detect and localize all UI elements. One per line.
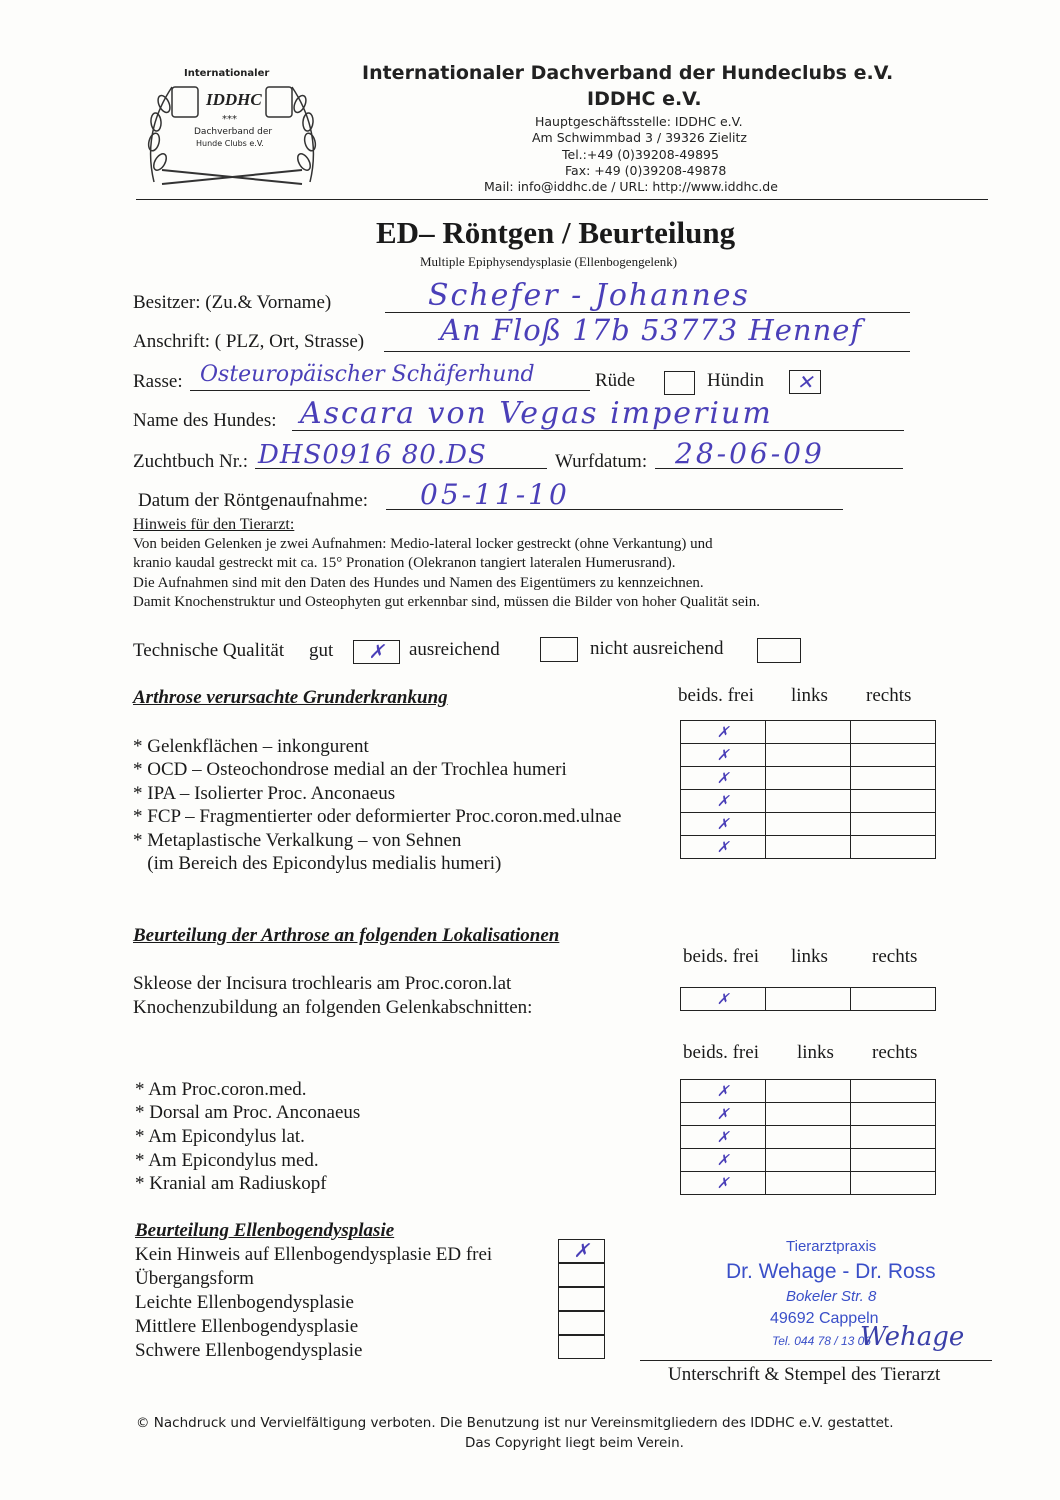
breed-value[interactable]: Osteuropäischer Schäferhund	[200, 362, 535, 387]
ed-checkbox-free[interactable]	[558, 1239, 605, 1263]
org-tel: Tel.:+49 (0)39208-49895	[562, 147, 719, 162]
breed-line	[190, 390, 590, 391]
section1-item-4: * FCP – Fragmentierter oder deformierter Proc.coron.med.ulnae	[133, 806, 622, 827]
org-office: Hauptgeschäftsstelle: IDDHC e.V.	[535, 114, 743, 129]
male-label: Rüde	[595, 370, 636, 391]
grid-cell-left[interactable]	[766, 1126, 851, 1149]
section4-item-1: Kein Hinweis auf Ellenbogendysplasie ED frei	[135, 1244, 493, 1265]
section1-col-left: links	[791, 685, 828, 706]
footer-line-2: Das Copyright liegt beim Verein.	[465, 1435, 684, 1451]
grid-cell-right[interactable]	[851, 813, 936, 836]
quality-sufficient-label: ausreichend	[409, 639, 500, 660]
grid-cell-right[interactable]	[851, 1172, 936, 1195]
vet-signature: Wehage	[860, 1322, 965, 1352]
section4-item-5: Schwere Ellenbogendysplasie	[135, 1340, 363, 1361]
grid-cell-both[interactable]: ✗	[681, 744, 766, 767]
grid-cell-left[interactable]	[766, 1172, 851, 1195]
grid-cell-both[interactable]: ✗	[681, 1080, 766, 1103]
grid-cell-right[interactable]	[851, 836, 936, 859]
org-short: IDDHC e.V.	[587, 88, 702, 110]
section2-grid	[680, 987, 936, 1011]
grid-cell-left[interactable]	[766, 1080, 851, 1103]
grid-cell-right[interactable]	[851, 1080, 936, 1103]
section1-heading: Arthrose verursachte Grunderkrankung	[133, 687, 448, 708]
section1-item-5: * Metaplastische Verkalkung – von Sehnen	[133, 830, 462, 851]
table-row	[681, 1103, 936, 1126]
studbook-value[interactable]: DHS0916 80.DS	[258, 440, 487, 470]
section2-col-both: beids. frei	[683, 946, 759, 967]
grid-cell-right[interactable]	[851, 721, 936, 744]
vet-note-heading: Hinweis für den Tierarzt:	[133, 516, 295, 533]
section2-col-right: rechts	[872, 946, 918, 967]
owner-label: Besitzer: (Zu.& Vorname)	[133, 292, 332, 313]
grid-cell-right[interactable]	[851, 744, 936, 767]
vet-note-line-2: kranio kaudal gestreckt mit ca. 15° Pronation (Olekranon tangiert lateralen Humerusrand).	[133, 555, 676, 571]
signature-line	[640, 1360, 992, 1361]
address-label: Anschrift: ( PLZ, Ort, Strasse)	[133, 331, 365, 352]
quality-insufficient-label: nicht ausreichend	[590, 638, 724, 659]
org-fax: Fax: +49 (0)39208-49878	[565, 163, 727, 178]
club-logo	[132, 62, 332, 197]
section1-grid	[680, 720, 936, 859]
signature-label: Unterschrift & Stempel des Tierarzt	[668, 1364, 941, 1385]
grid-cell-both[interactable]: ✗	[681, 813, 766, 836]
table-row	[681, 721, 936, 744]
section3-grid	[680, 1079, 936, 1195]
quality-good-mark: ✗	[368, 641, 385, 663]
footer-line-1: © Nachdruck und Vervielfältigung verboten. Die Benutzung ist nur Vereinsmitgliedern des IDDHC e.V. gestattet.	[136, 1415, 894, 1431]
grid-cell-left[interactable]	[766, 988, 851, 1011]
org-name: Internationaler Dachverband der Hundeclubs e.V.	[362, 62, 894, 84]
grid-cell-both[interactable]: ✗	[681, 790, 766, 813]
grid-cell-both[interactable]: ✗	[681, 767, 766, 790]
stamp-line-5: Tel. 044 78 / 13 06	[772, 1334, 871, 1348]
section4-item-4: Mittlere Ellenbogendysplasie	[135, 1316, 359, 1337]
vet-note-line-3: Die Aufnahmen sind mit den Daten des Hundes und Namen des Eigentümers zu kennzeichnen.	[133, 575, 704, 591]
section4-item-3: Leichte Ellenbogendysplasie	[135, 1292, 354, 1313]
table-row	[681, 813, 936, 836]
female-label: Hündin	[707, 370, 764, 391]
grid-cell-both[interactable]: ✗	[681, 721, 766, 744]
dogname-label: Name des Hundes:	[133, 410, 277, 431]
grid-cell-left[interactable]	[766, 790, 851, 813]
section1-item-1: * Gelenkflächen – inkongurent	[133, 736, 369, 757]
grid-cell-left[interactable]	[766, 721, 851, 744]
grid-cell-left[interactable]	[766, 813, 851, 836]
grid-cell-left[interactable]	[766, 836, 851, 859]
section3-col-right: rechts	[872, 1042, 918, 1063]
grid-cell-right[interactable]	[851, 767, 936, 790]
section3-item-3: * Am Epicondylus lat.	[135, 1126, 305, 1147]
table-row	[681, 767, 936, 790]
grid-cell-both[interactable]: ✗	[681, 1149, 766, 1172]
grid-cell-left[interactable]	[766, 767, 851, 790]
ed-checkbox-mild[interactable]	[558, 1287, 605, 1311]
grid-cell-right[interactable]	[851, 1103, 936, 1126]
section3-item-4: * Am Epicondylus med.	[135, 1150, 319, 1171]
table-row	[681, 1080, 936, 1103]
stamp-line-3: Bokeler Str. 8	[786, 1288, 877, 1305]
female-checkbox[interactable]	[789, 370, 821, 394]
table-row	[681, 1126, 936, 1149]
table-row	[681, 1172, 936, 1195]
org-address: Am Schwimmbad 3 / 39326 Zielitz	[532, 130, 747, 145]
breed-label: Rasse:	[133, 371, 183, 392]
grid-cell-left[interactable]	[766, 744, 851, 767]
vet-note-line-1: Von beiden Gelenken je zwei Aufnahmen: Medio-lateral locker gestreckt (ohne Verkantung) und	[133, 536, 713, 552]
xray-value[interactable]: 05-11-10	[420, 478, 570, 511]
owner-value[interactable]: Schefer - Johannes	[428, 278, 750, 313]
section2-line-1: Skleose der Incisura trochlearis am Proc.coron.lat	[133, 973, 512, 994]
litter-value[interactable]: 28-06-09	[675, 437, 825, 470]
table-row	[681, 744, 936, 767]
grid-cell-both[interactable]: ✗	[681, 1103, 766, 1126]
grid-cell-both[interactable]: ✗	[681, 988, 766, 1011]
table-row	[681, 1149, 936, 1172]
quality-insufficient-checkbox[interactable]	[757, 638, 801, 663]
section1-col-right: rechts	[866, 685, 912, 706]
grid-cell-both[interactable]: ✗	[681, 1172, 766, 1195]
stamp-line-2: Dr. Wehage - Dr. Ross	[726, 1260, 936, 1283]
xray-label: Datum der Röntgenaufnahme:	[138, 490, 369, 511]
grid-cell-both[interactable]: ✗	[681, 836, 766, 859]
page-title: ED– Röntgen / Beurteilung	[376, 215, 736, 250]
section2-line-2: Knochenzubildung an folgenden Gelenkabschnitten:	[133, 997, 533, 1018]
section2-col-left: links	[791, 946, 828, 967]
ed-check-mark: ✗	[573, 1240, 590, 1262]
section4-heading: Beurteilung Ellenbogendysplasie	[135, 1220, 395, 1241]
table-row	[681, 790, 936, 813]
ed-checkbox-moderate[interactable]	[558, 1311, 605, 1335]
section3-item-2: * Dorsal am Proc. Anconaeus	[135, 1102, 361, 1123]
table-row	[681, 988, 936, 1011]
litter-label: Wurfdatum:	[555, 451, 648, 472]
quality-good-checkbox[interactable]	[353, 640, 400, 664]
dogname-value[interactable]: Ascara von Vegas imperium	[300, 396, 773, 431]
section1-col-both: beids. frei	[678, 685, 754, 706]
quality-label: Technische Qualität	[133, 640, 285, 661]
stamp-line-1: Tierarztpraxis	[786, 1238, 877, 1255]
logo-stars: ***	[222, 114, 237, 125]
section3-item-1: * Am Proc.coron.med.	[135, 1079, 307, 1100]
studbook-label: Zuchtbuch Nr.:	[133, 451, 249, 472]
section1-item-6: (im Bereich des Epicondylus medialis humeri)	[133, 853, 502, 874]
org-mail: Mail: info@iddhc.de / URL: http://www.iddhc.de	[484, 179, 778, 194]
quality-good-label: gut	[309, 640, 334, 661]
table-row	[681, 836, 936, 859]
section1-item-3: * IPA – Isolierter Proc. Anconaeus	[133, 783, 396, 804]
male-checkbox[interactable]	[664, 371, 695, 395]
section4-item-2: Übergangsform	[135, 1268, 254, 1289]
grid-cell-right[interactable]	[851, 1126, 936, 1149]
section3-col-both: beids. frei	[683, 1042, 759, 1063]
logo-line1: Dachverband der	[194, 127, 273, 137]
section1-item-2: * OCD – Osteochondrose medial an der Trochlea humeri	[133, 759, 567, 780]
ed-checkbox-transition[interactable]	[558, 1263, 605, 1287]
logo-top-text: Internationaler	[184, 68, 270, 79]
ed-checkbox-severe[interactable]	[558, 1335, 605, 1359]
grid-cell-right[interactable]	[851, 790, 936, 813]
grid-cell-right[interactable]	[851, 988, 936, 1011]
logo-emblem-text: IDDHC	[206, 90, 262, 109]
quality-sufficient-checkbox[interactable]	[540, 637, 578, 662]
address-value[interactable]: An Floß 17b 53773 Hennef	[440, 313, 863, 347]
section3-col-left: links	[797, 1042, 834, 1063]
vet-note-line-4: Damit Knochenstruktur und Osteophyten gut erkennbar sind, müssen die Bilder von hoher Qualität sein.	[133, 594, 760, 610]
grid-cell-left[interactable]	[766, 1103, 851, 1126]
page-subtitle: Multiple Epiphysendysplasie (Ellenbogengelenk)	[420, 254, 678, 269]
grid-cell-left[interactable]	[766, 1149, 851, 1172]
logo-line2: Hunde Clubs e.V.	[196, 139, 264, 148]
stamp-line-4: 49692 Cappeln	[770, 1310, 879, 1327]
section3-item-5: * Kranial am Radiuskopf	[135, 1173, 327, 1194]
header-divider	[136, 199, 988, 200]
grid-cell-right[interactable]	[851, 1149, 936, 1172]
section2-heading: Beurteilung der Arthrose an folgenden Lokalisationen	[133, 925, 560, 946]
female-check-mark: ✕	[796, 370, 814, 394]
address-line	[384, 351, 910, 352]
grid-cell-both[interactable]: ✗	[681, 1126, 766, 1149]
